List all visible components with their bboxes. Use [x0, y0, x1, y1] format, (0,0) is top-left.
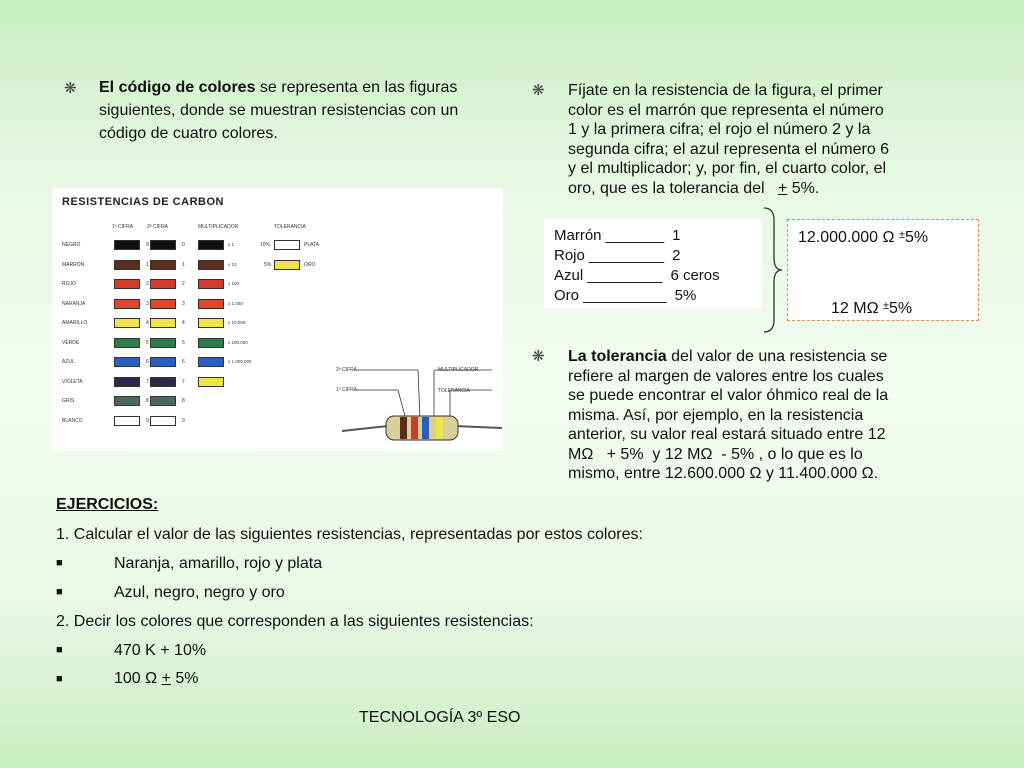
color-name-label: AZUL — [62, 359, 75, 365]
col-header: MULTIPLICADOR — [198, 224, 239, 230]
digit-value: 1 — [182, 261, 185, 268]
value-line-1 — [798, 229, 928, 247]
bullet-star-icon: ❋ — [64, 80, 77, 97]
col-header: TOLERANCIA — [274, 224, 306, 230]
color-values-list — [554, 226, 720, 306]
text-span: 5% — [170, 670, 199, 687]
exercise-2-item — [114, 670, 198, 688]
second-digit-swatch — [150, 416, 176, 426]
first-digit-swatch — [114, 338, 140, 348]
exercise-1-item: Naranja, amarillo, rojo y plata — [114, 555, 323, 572]
color-value-row — [554, 246, 720, 266]
color-value-row — [554, 286, 720, 306]
text-line: color es el marrón que representa el número — [568, 101, 884, 119]
color-name-label: GRIS — [62, 398, 75, 404]
bullet-star-icon: ❋ — [532, 82, 545, 99]
digit-value: 8 — [182, 398, 185, 404]
digit-value: 6 — [146, 359, 149, 365]
tolerance-name: PLATA — [304, 242, 320, 248]
tolerance-swatch — [274, 240, 300, 250]
multiplier-swatch — [198, 377, 224, 387]
footer-text: TECNOLOGÍA 3º ESO — [359, 709, 521, 726]
value-number: 12.000.000 Ω — [798, 229, 895, 246]
col-header: 2ª CIFRA — [147, 224, 169, 230]
second-digit-swatch — [150, 318, 176, 328]
text-span: 100 Ω — [114, 670, 162, 687]
color-name-label: AMARILLO — [62, 320, 88, 326]
multiplier-swatch — [198, 318, 224, 328]
exercise-2-item: 470 K + 10% — [114, 642, 207, 659]
multiplier-value: x 1.000 — [228, 300, 243, 306]
color-value-number: 6 ceros — [670, 267, 720, 284]
color-name-label: NEGRO — [62, 242, 81, 248]
multiplier-swatch — [198, 338, 224, 348]
color-name-label: ROJO — [62, 281, 76, 287]
text-line: segunda cifra; el azul representa el número 6 — [568, 140, 890, 158]
text-span: del valor de una resistencia se — [666, 348, 888, 365]
multiplier-value: x 100.000 — [228, 339, 248, 345]
multiplier-swatch — [198, 240, 224, 250]
second-digit-swatch — [150, 279, 176, 289]
digit-value: 2 — [182, 281, 185, 287]
second-digit-swatch — [150, 299, 176, 309]
color-value-label: Oro __________ — [554, 287, 667, 304]
exercise-1-item: Azul, negro, negro y oro — [114, 584, 285, 601]
plus-minus-sign: ± — [882, 300, 890, 312]
first-digit-swatch — [114, 240, 140, 250]
multiplier-swatch — [198, 299, 224, 309]
exercises-title: EJERCICIOS: — [56, 496, 159, 513]
left-paragraph-bold: El código de colores — [99, 79, 256, 96]
text-line — [568, 347, 978, 367]
multiplier-swatch — [198, 357, 224, 367]
left-paragraph-text: se representa en las figuras siguientes, donde se muestran resistencias con un código de cuatro colores. — [99, 79, 459, 142]
figure-title: RESISTENCIAS DE CARBON — [62, 196, 224, 208]
label-multiplier: MULTIPLICADOR — [438, 367, 479, 373]
first-digit-swatch — [114, 318, 140, 328]
color-name-label: NARANJA — [62, 300, 86, 307]
square-bullet-icon: ■ — [56, 673, 63, 685]
text-span: 5%. — [787, 179, 820, 197]
digit-value: 6 — [182, 359, 185, 365]
color-value-label: Marrón _______ — [554, 227, 665, 244]
bullet-star-icon: ❋ — [532, 348, 545, 365]
digit-value: 7 — [146, 378, 149, 385]
digit-value: 9 — [182, 417, 185, 424]
text-line: Fíjate en la resistencia de la figura, el primer — [568, 82, 883, 99]
first-digit-swatch — [114, 396, 140, 406]
first-digit-swatch — [114, 279, 140, 289]
tolerance-paragraph — [568, 347, 978, 484]
digit-value: 0 — [182, 242, 185, 248]
text-line — [568, 179, 978, 199]
resistance-value-box — [787, 219, 979, 321]
digit-value: 7 — [182, 378, 185, 385]
color-value-number: 1 — [672, 227, 681, 244]
text-line: misma. Así, por ejemplo, en la resistencia — [568, 406, 864, 424]
digit-value: 1 — [146, 261, 149, 268]
text-line: 1 y la primera cifra; el rojo el número 2 y la — [568, 121, 871, 138]
color-value-label: Azul _________ — [554, 267, 663, 284]
second-digit-swatch — [150, 357, 176, 367]
first-digit-swatch — [114, 416, 140, 426]
color-values-box — [544, 219, 762, 309]
right-paragraph-1 — [568, 81, 978, 198]
multiplier-value: x 1 — [228, 242, 235, 247]
second-digit-swatch — [150, 396, 176, 406]
color-value-row — [554, 266, 720, 286]
color-name-label: BLANCO — [62, 417, 83, 424]
text-line: MΩ + 5% y 12 MΩ - 5% , o lo que es lo — [568, 445, 863, 463]
tolerance-percent: 5% — [264, 261, 272, 268]
label-first-digit: 1ª CIFRA — [336, 387, 358, 393]
multiplier-value: x 100 — [228, 281, 240, 286]
multiplier-swatch — [198, 260, 224, 270]
digit-value: 2 — [146, 281, 149, 287]
square-bullet-icon: ■ — [56, 557, 63, 569]
second-digit-swatch — [150, 260, 176, 270]
plus-minus-sign: ± — [898, 229, 905, 241]
multiplier-value: x 10 — [228, 261, 237, 267]
color-value-row — [554, 226, 720, 246]
value-tolerance: 5% — [904, 229, 929, 246]
text-line: mismo, entre 12.600.000 Ω y 11.400.000 Ω. — [568, 465, 879, 482]
color-value-number: 5% — [674, 287, 697, 304]
digit-value: 0 — [146, 242, 149, 248]
label-tolerance: TOLERANCIA — [438, 388, 470, 394]
multiplier-value: x 1.000.000 — [228, 359, 252, 364]
digit-value: 4 — [146, 320, 149, 326]
text-line: anterior, su valor real estará situado entre 12 — [568, 426, 886, 443]
digit-value: 5 — [146, 339, 149, 346]
value-number: 12 MΩ — [831, 300, 879, 317]
first-digit-swatch — [114, 260, 140, 270]
text-line: y el multiplicador; y, por fin, el cuarto color, el — [568, 160, 887, 177]
second-digit-swatch — [150, 338, 176, 348]
plus-minus-sign: + — [777, 179, 788, 197]
tolerance-name: ORO — [304, 261, 316, 268]
square-bullet-icon: ■ — [56, 586, 63, 598]
digit-value: 4 — [182, 320, 185, 326]
digit-value: 8 — [146, 398, 149, 404]
square-bullet-icon: ■ — [56, 644, 63, 656]
digit-value: 5 — [182, 339, 185, 346]
left-paragraph — [99, 76, 499, 145]
second-digit-swatch — [150, 240, 176, 250]
digit-value: 3 — [182, 300, 185, 307]
multiplier-value: x 10.000 — [228, 320, 246, 325]
color-name-label: MARRÓN — [62, 261, 85, 268]
text-line: se puede encontrar el valor óhmico real de la — [568, 387, 889, 404]
multiplier-swatch — [198, 279, 224, 289]
resistor-diagram — [342, 368, 502, 448]
first-digit-swatch — [114, 357, 140, 367]
tolerance-bold: La tolerancia — [568, 348, 667, 365]
plus-minus-sign: + — [161, 670, 171, 687]
tolerance-swatch — [274, 260, 300, 270]
text-line: refiere al margen de valores entre los cuales — [568, 367, 884, 385]
digit-value: 3 — [146, 300, 149, 307]
second-digit-swatch — [150, 377, 176, 387]
exercise-2: 2. Decir los colores que corresponden a las siguientes resistencias: — [56, 613, 534, 630]
first-digit-swatch — [114, 299, 140, 309]
text-span: oro, que es la tolerancia del — [568, 179, 778, 197]
value-tolerance: 5% — [889, 300, 913, 317]
color-name-label: VERDE — [62, 339, 80, 346]
first-digit-swatch — [114, 377, 140, 387]
value-line-2 — [831, 300, 912, 318]
tolerance-percent: 10% — [260, 242, 271, 248]
color-value-label: Rojo _________ — [554, 247, 665, 264]
col-header: 1ª CIFRA — [112, 224, 134, 230]
exercise-1: 1. Calcular el valor de las siguientes resistencias, representadas por estos colores: — [56, 526, 643, 543]
curly-brace — [762, 206, 784, 334]
label-second-digit: 2ª CIFRA — [336, 367, 358, 373]
color-value-number: 2 — [672, 247, 681, 264]
resistor-color-code-figure — [52, 188, 503, 451]
digit-value: 9 — [146, 417, 149, 424]
color-name-label: VIOLETA — [62, 378, 83, 385]
